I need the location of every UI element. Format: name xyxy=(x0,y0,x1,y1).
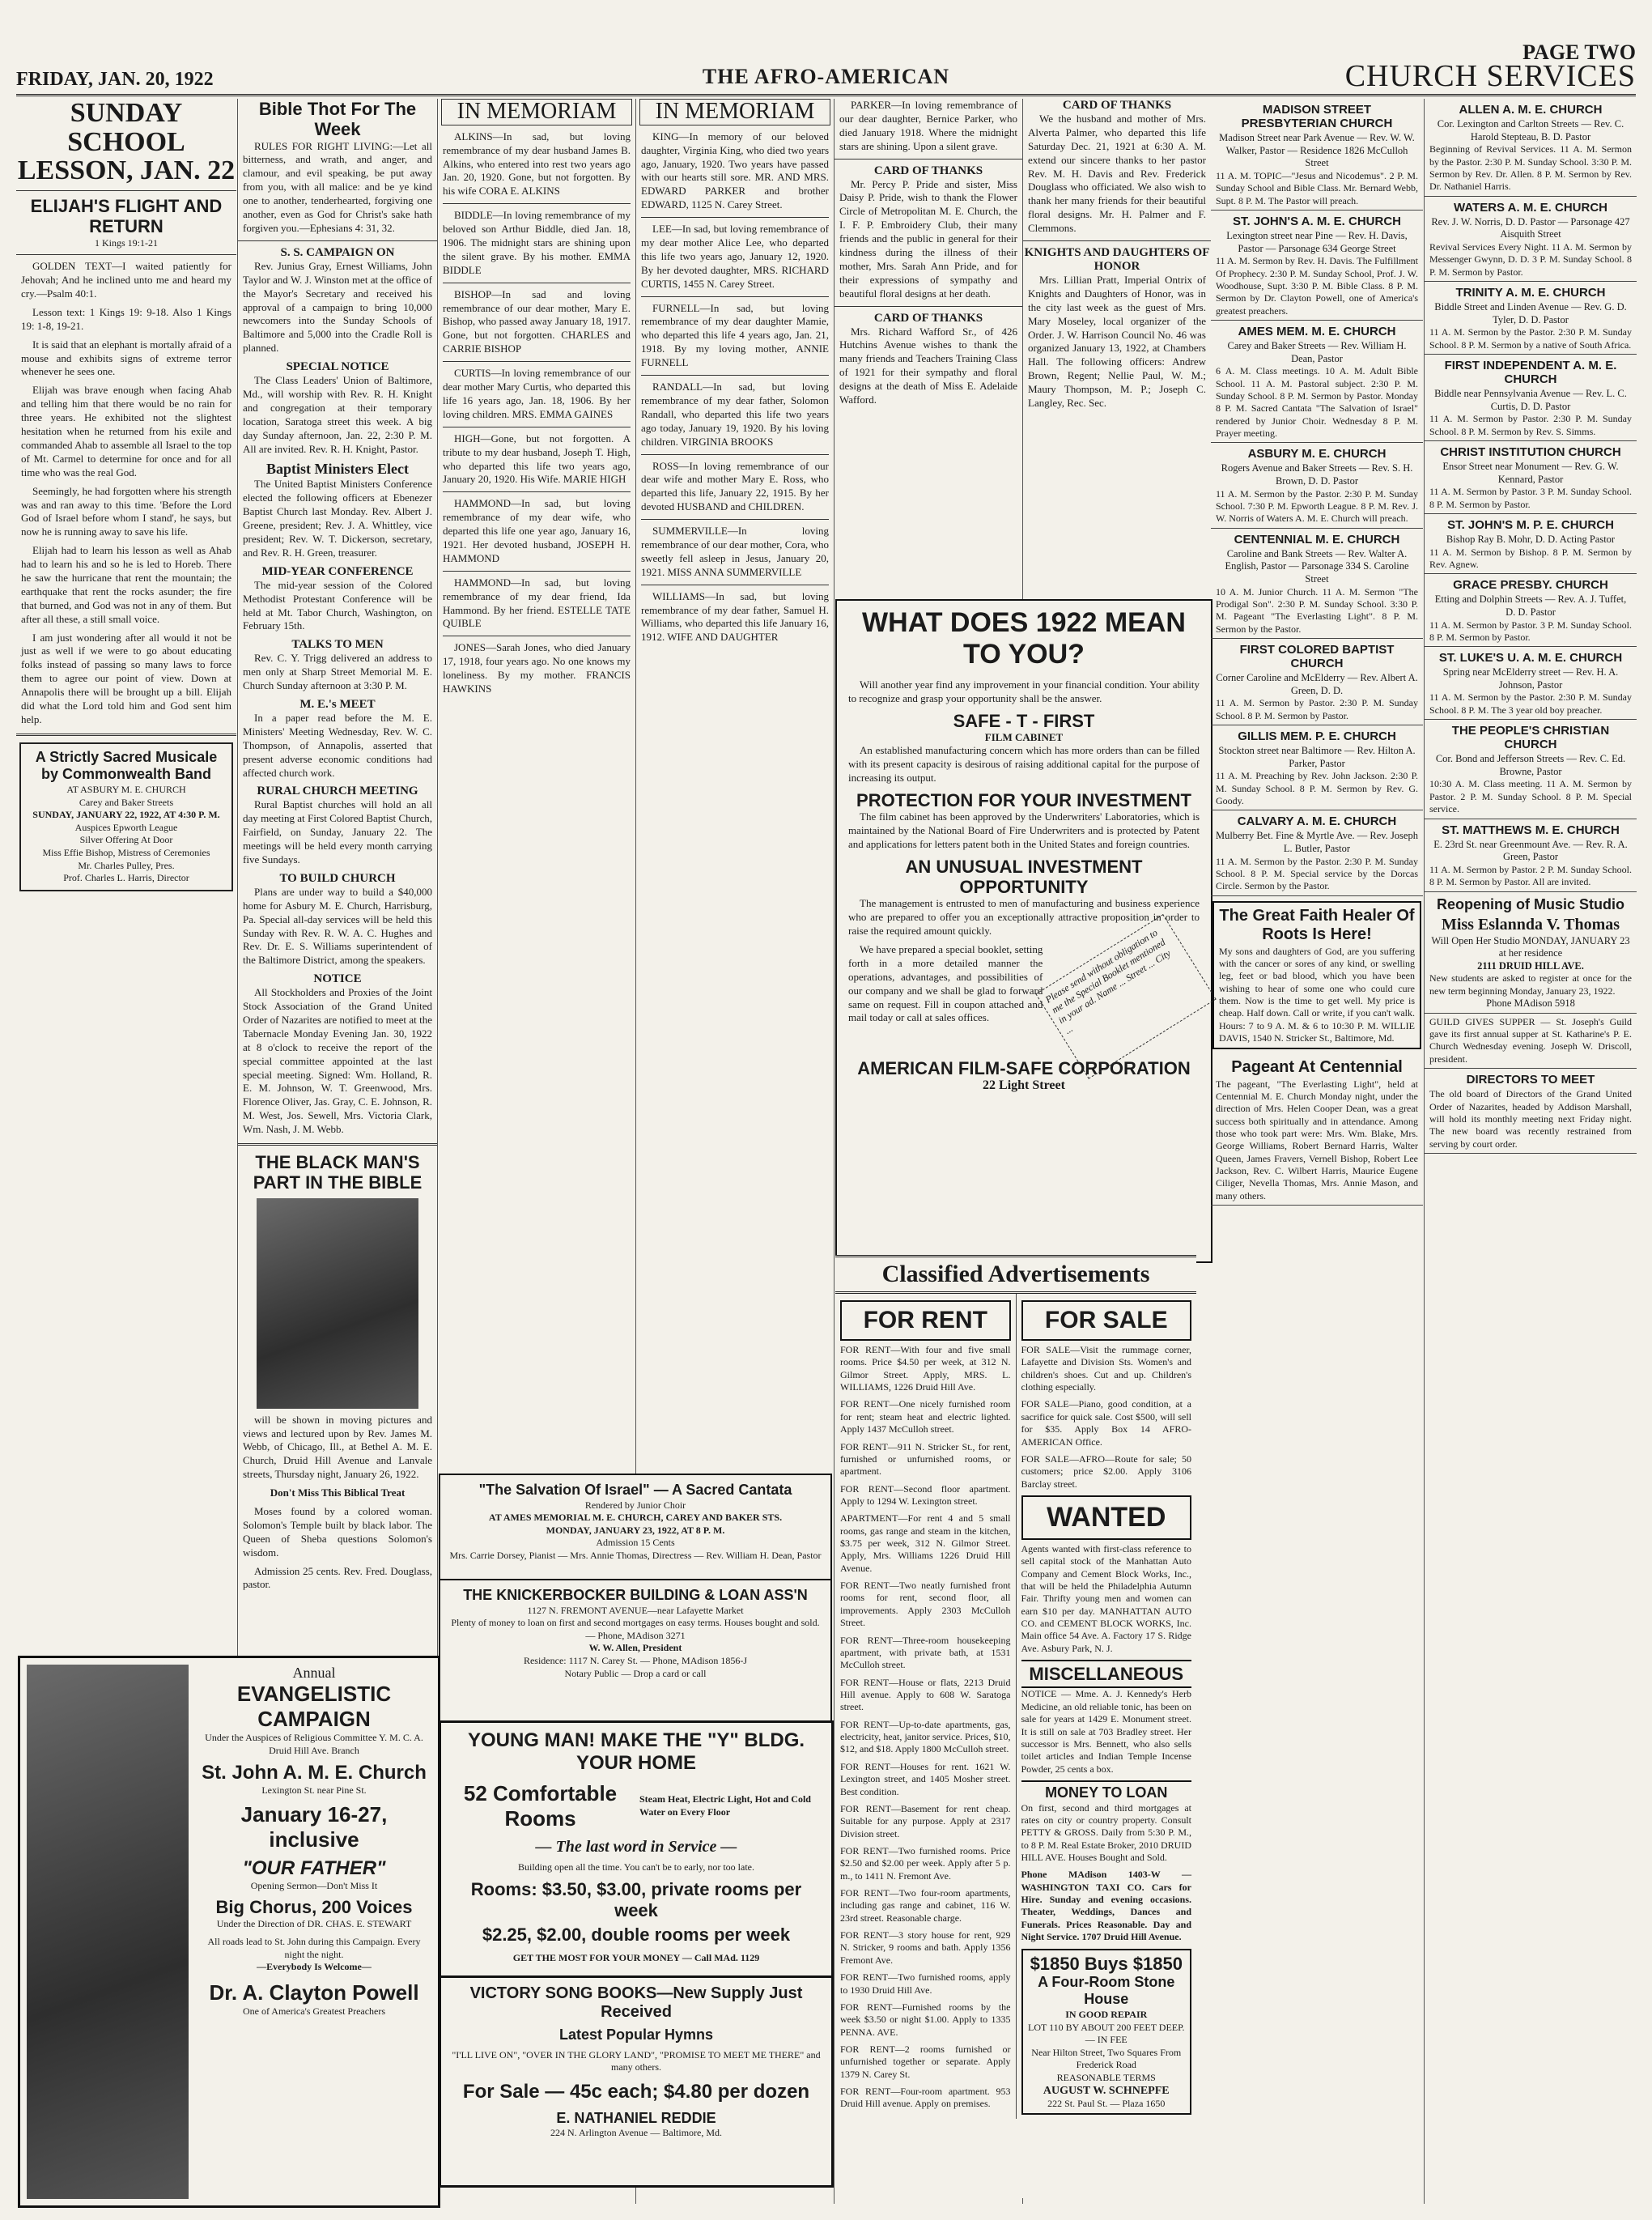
ad-subhead: PROTECTION FOR YOUR INVESTMENT xyxy=(856,789,1191,810)
church-services: 11 A. M. Sermon by the Pastor. 2:30 P. M. Sunday School. 7:30 P. M. Epworth League. 8 P. M. Rev. J. W. Norris of Waters A. M. E. Church will preach. xyxy=(1216,487,1418,525)
classified-ad: FOR RENT—Furnished rooms by the week $3.50 or night $1.00. Apply to 1335 PENNA. AVE. xyxy=(840,2001,1011,2038)
classified-ad: FOR RENT—With four and five small rooms. Price $4.50 per week, at 312 N. Gilmor Street. Apply, MRS. L. WILLIAMS, 1226 Druid Hill Ave. xyxy=(840,1344,1011,1393)
for-sale-heading: FOR SALE xyxy=(1021,1300,1192,1341)
ad-address: 22 Light Street xyxy=(983,1078,1065,1093)
knights-text: Mrs. Lillian Pratt, Imperial Ontrix of Knights and Daughters of Honor, was in the city last week as the guest of Mrs. Mary Moseley, local organizer of the Order. J. W. Harrison Council No. 46 was organized January 13, 1922, at Chambers Hall. The following officers: Andrew Brown, Regent; Nellie Paul, W. M.; Maury Thompson, M. P.; Joseph C. Langley, Rec. Sec. xyxy=(1028,274,1206,410)
church-meta: Carey and Baker Streets — Rev. William H. Dean, Pastor xyxy=(1227,340,1407,364)
memoriam-entry: WILLIAMS—In sad, but loving remembrance of my dear father, Samuel H. Williams, who departed this life January 16, 1912. WIFE AND DAUGHTER xyxy=(641,589,829,644)
house-title: A Four-Room Stone House xyxy=(1038,1973,1175,2008)
house-agent: AUGUST W. SCHNEPFE xyxy=(1043,2084,1170,2097)
news-text: Rev. Junius Gray, Ernest Williams, John Taylor and W. J. Winston met at the office of the Mayor's Secretary and received his approval of a campaign to bring 10,000 newcomers into the Sunday Schools of Baltimore and 5,000 into the Cradle Roll is planned. xyxy=(243,259,432,355)
lesson-paragraph: I am just wondering after all would it not be just as well if we were to go about educating folks instead of passing so many laws to force them to agree our point of view. Down at Annapolis there will be brought up a bill. Elijah did what the Lord told him and God sent him help. xyxy=(21,631,231,725)
campaign-welcome: —Everybody Is Welcome— xyxy=(257,1961,372,1973)
bible-thot-heading: Bible Thot For The Week xyxy=(258,99,417,140)
news-text: In a paper read before the M. E. Ministers' Meeting Wednesday, Rev. W. C. Thompson, of Annapolis, asserted that present adverse economic conditions had affected church work. xyxy=(243,711,432,779)
classified-ad: FOR RENT—Houses for rent. 1621 W. Lexington street, and 1405 Mosher street. Best condition. xyxy=(840,1760,1011,1797)
church-meta: Mulberry Bet. Fine & Myrtle Ave. — Rev. Joseph L. Butler, Pastor xyxy=(1216,830,1418,854)
bible-rules: RULES FOR RIGHT LIVING:—Let all bitterness, and wrath, and anger, and clamour, and evil speaking, be put away from you, with all malice: and be ye kind one to another, tenderhearted, forgiving one another, even as God for Christ's sake hath forgiven you.—Ephesians 4: 31, 32. xyxy=(243,139,432,234)
church-name: ALLEN A. M. E. CHURCH xyxy=(1459,103,1603,117)
faith-title: The Great Faith Healer Of Roots Is Here! xyxy=(1219,906,1415,943)
news-title: M. E.'s MEET xyxy=(299,697,376,711)
memoriam-entry: JONES—Sarah Jones, who died January 17, 1918, four years ago. No one knows my loneliness. By my mother. FRANCIS HAWKINS xyxy=(443,641,631,695)
church-listing xyxy=(1425,197,1637,282)
memoriam-entry: BIDDLE—In loving remembrance of my beloved son Arthur Biddle, died Jan. 18, 1906. The midnight stars are shining upon the silent grave. By his mother. EMMA BIDDLE xyxy=(443,209,631,276)
news-title: MID-YEAR CONFERENCE xyxy=(261,564,414,578)
news-title: TO BUILD CHURCH xyxy=(279,871,396,885)
studio-when: Will Open Her Studio MONDAY, JANUARY 23 at her residence xyxy=(1431,934,1630,959)
church-listing xyxy=(1425,819,1637,892)
musicale-director: Prof. Charles L. Harris, Director xyxy=(63,872,189,884)
classified-ad: FOR SALE—AFRO—Route for sale; 50 customers; price $2.00. Apply 3106 Barclay street. xyxy=(1021,1452,1191,1490)
loan-address: 1127 N. FREMONT AVENUE—near Lafayette Market xyxy=(527,1604,744,1616)
wanted-heading: WANTED xyxy=(1021,1495,1192,1540)
ad-intro: Will another year find any improvement in your financial condition. Your ability to recognize and grasp your opportunity shall be the answer. xyxy=(848,678,1200,704)
campaign-branch: Druid Hill Ave. Branch xyxy=(269,1744,359,1756)
church-listing xyxy=(1425,574,1637,647)
loan-heading: MONEY TO LOAN xyxy=(1021,1780,1192,1802)
church-name: ST. MATTHEWS M. E. CHURCH xyxy=(1442,823,1620,837)
church-services: Revival Services Every Night. 11 A. M. Sermon by Messenger Gwynn, D. D. 3 P. M. Sunday School. 8 P. M. Sermon by Pastor. xyxy=(1429,240,1632,278)
memoriam-entry: FURNELL—In sad, but loving remembrance of my dear daughter Mamie, who departed this life 4 years ago, Jan. 21, 1918. By my loving mother, ANNIE FURNELL xyxy=(641,301,829,369)
ad-company: AMERICAN FILM-SAFE CORPORATION xyxy=(857,1057,1191,1078)
church-services: 11 A. M. Preaching by Rev. John Jackson. 2:30 P. M. Sunday School. 8 P. M. Sermon by Rev. G. Goody. xyxy=(1216,770,1418,806)
thanks-title: CARD OF THANKS xyxy=(873,164,983,177)
house-ad xyxy=(1021,1949,1192,2116)
classified-ad: FOR RENT—911 N. Stricker St., for rent, furnished or unfurnished rooms, or apartment. xyxy=(840,1440,1011,1478)
photo-tail2: Moses found by a colored woman. Solomon's Temple built by black labor. The Queen of Sheba questions Solomon's wisdom. xyxy=(243,1504,432,1559)
classified-ad: FOR SALE—Piano, good condition, at a sacrifice for quick sale. Cost $500, will sell for $35. Apply Box 14 AFRO-AMERICAN Office. xyxy=(1021,1398,1191,1448)
church-name: MADISON STREET PRESBYTERIAN CHURCH xyxy=(1241,103,1393,130)
memoriam-entry: HIGH—Gone, but not forgotten. A tribute to my dear husband, Joseph T. High, who departed this life two years ago, January 20, 1920. His Wife. MARIE HIGH xyxy=(443,432,631,486)
classified-ad: APARTMENT—For rent 4 and 5 small rooms, gas range and steam in the kitchen, $3.75 per week, 312 N. Gilmor Street. Apply, Mrs. Williams 1226 Druid Hill Avenue. xyxy=(840,1512,1011,1574)
church-services: 10 A. M. Junior Church. 11 A. M. Sermon "The Prodigal Son". 2:30 P. M. Sunday School. 3:30 P. M. Pageant "The Everlasting Light". 8 P. M. Sermon by the Pastor. xyxy=(1216,585,1418,635)
ymca-price-2: $2.25, $2.00, double rooms per week xyxy=(482,1924,791,1945)
ymca-price-1: Rooms: $3.50, $3.00, private rooms per week xyxy=(470,1878,802,1920)
ad-title: WHAT DOES 1922 MEAN TO YOU? xyxy=(862,607,1186,670)
cantata-venue: AT AMES MEMORIAL M. E. CHURCH, CAREY AND BAKER STS. xyxy=(488,1512,783,1524)
musicale-address: Carey and Baker Streets xyxy=(79,796,174,808)
news-text: Rev. C. Y. Trigg delivered an address to men only at Sharp Street Memorial M. E. Church Sunday afternoon at 3:30 P. M. xyxy=(243,652,432,692)
memoriam-entry: CURTIS—In loving remembrance of our dear mother Mary Curtis, who departed this life 16 years ago, Jan. 18, 1906. By her loving children. MRS. EMMA GAINES xyxy=(443,367,631,420)
church-services: 6 A. M. Class meetings. 10 A. M. Adult Bible School. 11 A. M. Pastoral subject. 2:30 P. M. Sunday School. 8 P. M. Sermon by Pastor. Monday 8 P. M. Sacred Cantata "The Salvation of Israel" rendered by Junior Choir. Wednesday 8 P. M. Prayer meeting. xyxy=(1216,365,1418,440)
church-name: WATERS A. M. E. CHURCH xyxy=(1454,200,1607,215)
church-services: 11 A. M. Sermon by the Pastor. 2:30 P. M. Sunday School. 8 P. M. Sermon by a native of South Africa. xyxy=(1429,326,1632,351)
ymca-open: Building open all the time. You can't be to early, nor too late. xyxy=(518,1861,754,1873)
directors-article xyxy=(1425,1069,1637,1154)
church-meta: Spring near McElderry street — Rev. H. A. Johnson, Pastor xyxy=(1442,666,1619,691)
loan-title: THE KNICKERBOCKER BUILDING & LOAN ASS'N xyxy=(463,1587,808,1603)
church-meta: Ensor Street near Monument — Rev. G. W. Kennard, Pastor xyxy=(1442,460,1619,485)
church-services: 11 A. M. Sermon by Pastor. 2:30 P. M. Sunday School. 8 P. M. Sermon by Pastor. xyxy=(1216,697,1418,721)
church-services: 11 A. M. Sermon by Pastor. 3 P. M. Sunday School. 8 P. M. Sermon by Pastor. xyxy=(1429,486,1632,510)
church-meta: E. 23rd St. near Greenmount Ave. — Rev. R. A. Green, Pastor xyxy=(1433,838,1628,863)
thanks-title: CARD OF THANKS xyxy=(1062,99,1172,112)
memoriam-entry: LEE—In sad, but loving remembrance of my dear mother Alice Lee, who departed this life two years ago, January 12, 1920. By her devoted daughter, MRS. RICHARD CURTIS, 1455 N. Carey Street. xyxy=(641,223,829,290)
news-text: Rural Baptist churches will hold an all day meeting at First Colored Baptist Church, Fairfield, on Sunday, January 22. The meetings will be held every month carrying five Sundays. xyxy=(243,798,432,865)
ad-paragraph: We have prepared a special booklet, setting forth in a more detailed manner the operations, advantages, and possibilities of our company and we shall be glad to forward same on request. Fill in coupon attached and mail today or call at sales offices. xyxy=(848,942,1043,1024)
house-location: Near Hilton Street, Two Squares From Frederick Road xyxy=(1031,2046,1182,2071)
church-meta: Caroline and Bank Streets — Rev. Walter A. English, Pastor — Parsonage 334 S. Caroline Street xyxy=(1225,547,1409,585)
news-item xyxy=(238,461,437,559)
musicale-ad xyxy=(19,742,233,891)
musicale-president: Mr. Charles Pulley, Pres. xyxy=(78,859,175,871)
church-meta: Biddle Street and Linden Avenue — Rev. G. D. Tyler, D. D. Pastor xyxy=(1434,301,1627,325)
church-services: 11 A. M. Sermon by Bishop. 8 P. M. Sermon by Rev. Agnew. xyxy=(1429,546,1632,570)
church-listing xyxy=(1425,355,1637,441)
memoriam-entry: HAMMOND—In sad, but loving remembrance of my dear friend, Ida Hammond. By her friend. ESTELLE TATE QUIBLE xyxy=(443,576,631,630)
musicale-mistress: Miss Effie Bishop, Mistress of Ceremonies xyxy=(42,846,210,858)
songbook-address: 224 N. Arlington Avenue — Baltimore, Md. xyxy=(550,2127,723,2139)
lesson-paragraph: Elijah had to learn his lesson as well as Ahab had to learn his and so he is led to Horeb. There he saw the hurricane that rent the mountain; the earthquake that rent the rocks asunder; the fire that burned, and God was not in any of them. But after all these, a still small voice. xyxy=(21,544,231,625)
memoriam-entry: HAMMOND—In sad, but loving remembrance of my dear wife, who departed this life one year ago, January 16, 1921. Her devoted husband, JOSEPH H. HAMMOND xyxy=(443,497,631,564)
house-condition: IN GOOD REPAIR xyxy=(1065,2009,1148,2021)
faith-healer-ad xyxy=(1212,901,1421,1049)
photo-tail: Don't Miss This Biblical Treat xyxy=(270,1486,406,1499)
news-title: S. S. CAMPAIGN ON xyxy=(280,245,395,259)
songbook-title: VICTORY SONG BOOKS—New Supply Just Received xyxy=(469,1984,803,2021)
classified-ad: FOR RENT—Three-room housekeeping apartment, with private bath, at 1531 McCulloh street. xyxy=(840,1634,1011,1671)
church-services: 11 A. M. Sermon by the Pastor. 2:30 P. M. Sunday School. 8 P. M. Special service by the Dorcas Circle. Sermon by the Pastor. xyxy=(1216,855,1418,892)
section-title: CHURCH SERVICES xyxy=(1344,59,1636,93)
news-item xyxy=(238,972,437,1137)
campaign-direction: Under the Direction of DR. CHAS. E. STEWART xyxy=(216,1918,412,1930)
taxi-ad: Phone MAdison 1403-W — WASHINGTON TAXI CO. Cars for Hire. Sunday and evening occasions. Theater, Weddings, Dances and Funerals. Prices Reasonable. Day and Night Service. 1707 Druid Hill Avenue. xyxy=(1021,1869,1191,1943)
campaign-address: Lexington St. near Pine St. xyxy=(261,1784,367,1797)
studio-address: 2111 DRUID HILL AVE. xyxy=(1477,959,1584,972)
thanks-text: Mr. Percy P. Pride and sister, Miss Daisy P. Pride, wish to thank the Flower Circle of Metropolitan M. E. Church, the I. F. P. Embroidery Club, their many friends and the public in general for their kindness during the illness of their mother, Mrs. Sarah Ann Pride, and for their expressions of sympathy and beautiful floral designs at her death. xyxy=(839,177,1017,300)
misc-ad: NOTICE — Mme. A. J. Kennedy's Herb Medicine, an old reliable tonic, has been on sale for years at 1429 E. Monument street. It is still on sale at 703 Bradley street. Her successor is Mrs. Bennett, who also sells toilet articles and Indian Temple Incense Powder, 25 cents a box. xyxy=(1021,1688,1191,1775)
speaker-portrait xyxy=(27,1665,189,2199)
lesson-paragraph: Elijah was brave enough when facing Ahab and telling him that there would be no rain for three years. He exhibited not the slightest hesitation when he returned from his exile and commanded Ahab to assemble all Israel to the top of Mt. Carmel to determine for once and for all time who was the real God. xyxy=(21,384,231,478)
faith-text: My sons and daughters of God, are you suffering with the cancer or sores of any kind, or swelling leg, feet or bad blood, which you have been wishing to hear of some one who could cure them. Now is the time to get well. My price is cheap. Half down. Call or write, if you can't walk. Hours: 7 to 9 A. M. & 6 to 10:30 P. M. WILLIE DAVIS, 1540 N. Stricker St., Baltimore, Md. xyxy=(1219,945,1415,1044)
church-name: TRINITY A. M. E. CHURCH xyxy=(1455,286,1606,300)
church-name: FIRST COLORED BAPTIST CHURCH xyxy=(1239,643,1395,671)
ymca-slogan: — The last word in Service — xyxy=(535,1838,737,1856)
cantata-admission: Admission 15 Cents xyxy=(596,1537,675,1549)
church-name: CENTENNIAL M. E. CHURCH xyxy=(1234,532,1400,546)
ad-paragraph: An established manufacturing concern which has more orders than can be filled with its present capacity is desirous of raising additional capital for the purpose of increasing its output. xyxy=(848,744,1200,784)
studio-text: New students are asked to register at once for the new term beginning Monday, January 23, 1922. xyxy=(1429,972,1632,997)
church-services: 11 A. M. Sermon by Pastor. 2 P. M. Sunday School. 8 P. M. Sermon by Pastor. All are invited. xyxy=(1429,863,1632,888)
musicale-venue: AT ASBURY M. E. CHURCH xyxy=(66,783,186,795)
issue-date: FRIDAY, JAN. 20, 1922 xyxy=(16,69,214,90)
church-services: 11 A. M. Sermon by Pastor. 2:30 P. M. Sunday School. 8 P. M. Sermon by Rev. S. Simms. xyxy=(1429,413,1632,437)
investment-ad xyxy=(835,599,1212,1263)
loan-president: W. W. Allen, President xyxy=(588,1642,682,1654)
church-listing xyxy=(1211,99,1423,211)
news-title: NOTICE xyxy=(313,972,362,986)
church-listing xyxy=(1211,321,1423,443)
news-text: The Class Leaders' Union of Baltimore, Md., will worship with Rev. R. H. Knight and congregation at their temporary location, Saratoga street this week. A big day Sunday afternoon, Jan. 22, 2:30 P. M. All are invited. Rev. R. H. Knight, Pastor. xyxy=(243,374,432,455)
classified-ad: FOR RENT—One nicely furnished room for rent; steam heat and electric lighted. Apply 1437 McCulloh street. xyxy=(840,1398,1011,1435)
thanks-text: Mrs. Richard Wafford Sr., of 426 Hutchins Avenue wishes to thank the many friends and Teachers Training Class of 1921 for their sympathy and floral designs at the death of Miss E. Adelaide Wafford. xyxy=(839,325,1017,406)
knights-title: KNIGHTS AND DAUGHTERS OF HONOR xyxy=(1024,246,1210,274)
cantata-ad xyxy=(439,1474,832,1583)
classified-ad: FOR SALE—Visit the rummage corner, Lafayette and Division Sts. Women's and children's shoes. Cut and up. Children's clothing especially. xyxy=(1021,1344,1191,1393)
church-services: 11 A. M. Sermon by Pastor. 3 P. M. Sunday School. 8 P. M. Sermon by Pastor. xyxy=(1429,619,1632,643)
admission: Admission 25 cents. Rev. Fred. Douglass, pastor. xyxy=(243,1564,432,1591)
songbook-hymns: "I'LL LIVE ON", "OVER IN THE GLORY LAND", "PROMISE TO MEET ME THERE" and many others. xyxy=(452,2048,821,2073)
house-price: $1850 Buys $1850 xyxy=(1030,1953,1183,1974)
for-rent-heading: FOR RENT xyxy=(840,1300,1011,1341)
ymca-ad xyxy=(439,1720,834,1981)
studio-phone: Phone MAdison 5918 xyxy=(1486,997,1575,1010)
church-name: THE PEOPLE'S CHRISTIAN CHURCH xyxy=(1451,724,1610,752)
loan-association-ad xyxy=(439,1579,832,1725)
for-sale-column xyxy=(1016,1294,1197,2119)
news-title: Baptist Ministers Elect xyxy=(266,461,409,478)
memoriam-entry: RANDALL—In sad, but loving remembrance of my dear father, Solomon Randall, who departed this life two years ago today, January 19, 1920. By his loving children. VIRGINIA BROOKS xyxy=(641,381,829,448)
church-meta: Cor. Bond and Jefferson Streets — Rev. C. Ed. Browne, Pastor xyxy=(1435,753,1626,777)
guild-text: GUILD GIVES SUPPER — St. Joseph's Guild gave its first annual supper at St. Katharine's P. E. Church Wednesday evening. Joseph W. Driscoll, president. xyxy=(1429,1015,1632,1065)
church-meta: Rogers Avenue and Baker Streets — Rev. S. H. Brown, D. D. Pastor xyxy=(1221,462,1413,487)
campaign-speaker: Dr. A. Clayton Powell xyxy=(209,1980,419,2005)
church-name: ST. JOHN'S A. M. E. CHURCH xyxy=(1232,214,1402,228)
campaign-ad xyxy=(18,1656,440,2208)
ymca-rooms: 52 Comfortable Rooms xyxy=(463,1781,618,1831)
songbook-price: For Sale — 45c each; $4.80 per dozen xyxy=(462,2080,810,2103)
lesson-paragraph: It is said that an elephant is mortally afraid of a mouse and exhibits signs of extreme terror whenever he sees one. xyxy=(21,338,231,378)
church-listing xyxy=(1211,529,1423,639)
musicale-when: SUNDAY, JANUARY 22, 1922, AT 4:30 P. M. xyxy=(32,809,220,821)
cantata-by: Rendered by Junior Choir xyxy=(584,1499,686,1511)
loan-text: Plenty of money to loan on first and second mortgages on easy terms. Houses bought and sold. — Phone, MAdison 3271 xyxy=(451,1617,820,1641)
church-meta: Madison Street near Park Avenue — Rev. W. W. Walker, Pastor — Residence 1826 McCulloh Street xyxy=(1219,132,1415,169)
church-listing xyxy=(1211,443,1423,528)
house-address: 222 St. Paul St. — Plaza 1650 xyxy=(1047,2097,1166,2109)
church-services: 11 A. M. TOPIC—"Jesus and Nicodemus". 2 P. M. Sunday School and Bible Class. Mr. Bernard Webb, Supt. 8 P. M. The Pastor will preach. xyxy=(1216,169,1418,206)
classified-ad: FOR RENT—Two furnished rooms. Price $2.50 and $2.00 per week. Apply after 5 p. m., to 1411 N. Fremont Ave. xyxy=(840,1844,1011,1882)
guild-article xyxy=(1425,1014,1637,1069)
church-name: ASBURY M. E. CHURCH xyxy=(1247,447,1387,461)
ymca-features: Steam Heat, Electric Light, Hot and Cold Water on Every Floor xyxy=(639,1793,811,1818)
church-name: CALVARY A. M. E. CHURCH xyxy=(1237,814,1397,829)
photo-caption: THE BLACK MAN'S PART IN THE BIBLE xyxy=(253,1152,423,1193)
church-name: ST. JOHN'S M. P. E. CHURCH xyxy=(1447,517,1614,532)
loan-notary: Notary Public — Drop a card or call xyxy=(564,1667,707,1679)
directors-text: The old board of Directors of the Grand United Order of Nazarites, headed by Addison Marshall, will hold its monthly meeting next Friday night. The new board was recently restrained from serving by court order. xyxy=(1429,1088,1632,1150)
classified-title: Classified Advertisements xyxy=(835,1255,1196,1294)
memoriam-heading: IN MEMORIAM xyxy=(441,99,632,125)
directors-title: DIRECTORS TO MEET xyxy=(1466,1073,1595,1087)
for-rent-column xyxy=(835,1294,1016,2119)
musicale-auspices: Auspices Epworth League xyxy=(74,821,178,833)
campaign-roads: All roads lead to St. John during this Campaign. Every night the night. xyxy=(207,1935,421,1960)
studio-title: Reopening of Music Studio xyxy=(1437,895,1624,912)
campaign-under: Under the Auspices of Religious Committee Y. M. C. A. xyxy=(205,1732,423,1743)
house-lot: LOT 110 BY ABOUT 200 FEET DEEP. — IN FEE xyxy=(1028,2021,1185,2046)
memoriam-entry: BISHOP—In sad and loving remembrance of our dear mother, Mary E. Bishop, who passed away January 18, 1917. Gone, but not forgotten. CHARLES and CARRIE BISHOP xyxy=(443,287,631,355)
church-listing xyxy=(1425,720,1637,819)
thanks-title: CARD OF THANKS xyxy=(873,311,983,325)
news-item xyxy=(238,565,437,634)
campaign-church: St. John A. M. E. Church xyxy=(202,1762,427,1784)
campaign-opening: Opening Sermon—Don't Miss It xyxy=(250,1879,378,1891)
campaign-dates: January 16-27, inclusive xyxy=(240,1801,388,1852)
classified-ad: FOR RENT—Two four-room apartments, including gas range and cabinet, 116 W. 23rd street. Reasonable charge. xyxy=(840,1887,1011,1924)
church-meta: Rev. J. W. Norris, D. D. Pastor — Parsonage 427 Aisquith Street xyxy=(1431,215,1630,240)
songbook-seller: E. NATHANIEL REDDIE xyxy=(556,2109,716,2126)
news-text: All Stockholders and Proxies of the Joint Stock Association of the Grand United Order of Nazarites are notified to meet at the Tabernacle Monday Evening Jan. 30, 1922 at 8 o'clock to receive the report of the special committee appointed at the last special meeting. Signed: Wm. Holland, R. E. M. Johnson, W. T. Greenwood, Mrs. Florence Oliver, Jas. Gray, C. E. Johnson, R. M. West, Jos. Sewell, Mrs. Victoria Clark, Wm. Nash, J. M. Webb. xyxy=(243,986,432,1136)
church-listing xyxy=(1211,639,1423,725)
church-meta: Cor. Lexington and Carlton Streets — Rev. C. Harold Stepteau, B. D. Pastor xyxy=(1437,118,1624,142)
church-services: Beginning of Revival Services. 11 A. M. Sermon by the Pastor. 2:30 P. M. Sunday School. 3:30 P. M. Sermon by Rev. Dr. Allen. 8 P. M. Sermon by Rev. Dr. Nathaniel Harris. xyxy=(1429,143,1632,193)
classified-ad: FOR RENT—Basement for rent cheap. Suitable for any purpose. Apply at 2317 Division street. xyxy=(840,1802,1011,1839)
news-item xyxy=(238,360,437,456)
page-number: PAGE TWO xyxy=(1522,40,1636,64)
cantata-people: Mrs. Carrie Dorsey, Pianist — Mrs. Annie Thomas, Directress — Rev. William H. Dean, Pastor xyxy=(449,1549,822,1561)
news-title: TALKS TO MEN xyxy=(291,638,384,652)
classified-ad: FOR RENT—Two furnished rooms, apply to 1930 Druid Hill Ave. xyxy=(840,1971,1011,1996)
church-listing xyxy=(1425,647,1637,720)
memoriam-entry: SUMMERVILLE—In loving remembrance of our dear mother, Cora, who sweetly fell asleep in Jesus, January 20, 1921. MISS ANNA SUMMERVILLE xyxy=(641,525,829,578)
church-listing xyxy=(1211,725,1423,810)
church-listing xyxy=(1425,282,1637,355)
misc-heading: MISCELLANEOUS xyxy=(1021,1660,1192,1688)
wanted-ad: Agents wanted with first-class reference to sell capital stock of the Manhattan Auto Company and Cement Block Works, Inc., that will be held the Philadelphia Autumn Fair. Thrifty young men and women can earn $10 per day. MANHATTAN AUTO CO. and CEMENT BLOCK WORKS, Inc. Main office 54 Ave. A. Factory 17 S. Ridge Ave. Asbury Park, N. J. xyxy=(1021,1542,1191,1654)
classified-ad: FOR RENT—3 story house for rent, 929 N. Stricker, 9 rooms and bath. Apply 1356 Fremont Ave. xyxy=(840,1929,1011,1966)
classified-ad: FOR RENT—2 rooms furnished or unfurnished together or separate. Apply 1379 N. Carey St. xyxy=(840,2043,1011,2080)
masthead xyxy=(16,40,1636,96)
music-studio-ad xyxy=(1425,892,1637,1014)
coupon[interactable]: Please send without obligation to me the Special Booklet mentioned in your ad. Name ... Street ... City ... xyxy=(1036,914,1217,1079)
news-item xyxy=(238,872,437,968)
studio-name: Miss Eslannda V. Thomas xyxy=(1441,915,1620,934)
memoriam-entry: KING—In memory of our beloved daughter, Virginia King, who died two years ago, January, 1920. Two years have passed with our hearts still sore. MR. AND MRS. EDWARD PARKER and brother EDWARD, 1125 N. Carey Street. xyxy=(641,130,829,211)
classified-section xyxy=(835,1255,1196,2198)
pageant-title: Pageant At Centennial xyxy=(1231,1057,1403,1076)
campaign-choir: Big Chorus, 200 Voices xyxy=(215,1897,413,1918)
ad-subhead: AN UNUSUAL INVESTMENT OPPORTUNITY xyxy=(905,856,1143,898)
news-item xyxy=(238,698,437,780)
lesson-text: Lesson text: 1 Kings 19: 9-18. Also 1 Kings 19: 1-8, 19-21. xyxy=(21,305,231,332)
cantata-when: MONDAY, JANUARY 23, 1922, AT 8 P. M. xyxy=(546,1524,725,1536)
church-meta: Stockton street near Baltimore — Rev. Hilton A. Parker, Pastor xyxy=(1218,745,1416,769)
church-listing xyxy=(1211,810,1423,895)
church-meta: Etting and Dolphin Streets — Rev. A. J. Tuffet, D. D. Pastor xyxy=(1434,593,1627,618)
newspaper-title: THE AFRO-AMERICAN xyxy=(702,65,950,88)
photo-text: will be shown in moving pictures and views and lectured upon by Rev. James M. Webb, of Chicago, Ill., at Bethel A. M. E. Church, Druid Hill Avenue and Lanvale streets, Thursday night, January 26, 1922. xyxy=(243,1413,432,1481)
church-meta: Corner Caroline and McElderry — Rev. Albert A. Green, D. D. xyxy=(1216,672,1418,696)
classified-ad: FOR RENT—Second floor apartment. Apply to 1294 W. Lexington street. xyxy=(840,1482,1011,1507)
church-listing xyxy=(1425,99,1637,197)
ad-paragraph: The management is entrusted to men of manufacturing and business experience who are prepared to offer you an exceptionally attractive proposition in order to raise the required amount quickly. xyxy=(848,897,1200,938)
column-churches-2 xyxy=(1424,99,1637,2204)
classified-ad: FOR RENT—Up-to-date apartments, gas, electricity, heat, janitor service. Prices, $10, $12, and $18. Apply 1800 McCulloh street. xyxy=(840,1718,1011,1755)
golden-text: GOLDEN TEXT—I waited patiently for Jehovah; And he inclined unto me and heard my cry.—Psalm 40:1. xyxy=(21,260,231,300)
church-listing xyxy=(1425,441,1637,514)
church-services: 10:30 A. M. Class meeting. 11 A. M. Sermon by Pastor. 2 P. M. Sunday School. 8 P. M. Special service. xyxy=(1429,778,1632,815)
ymca-title: YOUNG MAN! MAKE THE "Y" BLDG. YOUR HOME xyxy=(467,1729,805,1774)
news-text: The mid-year session of the Colored Methodist Protestant Conference will be held at Mt. Tabor Church, Washington, on February 15th. xyxy=(243,578,432,632)
songbook-sub: Latest Popular Hymns xyxy=(558,2026,714,2043)
campaign-annual: Annual xyxy=(292,1665,336,1681)
church-services: 11 A. M. Sermon by the Pastor. 2:30 P. M. Sunday School. 8 P. M. The 3 year old boy preacher. xyxy=(1429,691,1632,716)
musicale-offering: Silver Offering At Door xyxy=(79,834,173,846)
news-item xyxy=(238,785,437,866)
memoriam-entry: ROSS—In loving remembrance of our dear wife and mother Mary E. Ross, who departed this life, January 22, 1915. By her devoted HUSBAND and CHILDREN. xyxy=(641,459,829,513)
news-item xyxy=(238,246,437,355)
church-name: GRACE PRESBY. CHURCH xyxy=(1453,578,1608,593)
musicale-title: A Strictly Sacred Musicale by Commonwealth Band xyxy=(35,748,218,783)
portrait-photo xyxy=(257,1198,418,1409)
ad-product-sub: FILM CABINET xyxy=(984,731,1064,744)
lesson-heading: SUNDAY SCHOOL LESSON, JAN. 22 xyxy=(17,99,236,186)
thanks-text: We the husband and mother of Mrs. Alverta Palmer, who departed this life Saturday Dec. 21, 1921 at 6:30 A. M. extend our sincere thanks to her pastor Rev. M. H. Davis and Rev. Frederick Douglass who officiated. We also wish to thank her many friends for their beautiful floral designs. Mr. H. Palmer and F. Clemmons. xyxy=(1028,113,1206,235)
news-title: RURAL CHURCH MEETING xyxy=(257,785,418,798)
news-text: Plans are under way to build a $40,000 home for Asbury M. E. Church, Harrisburg, Pa. Special all-day services will be held this Sunday with Rev. R. W. A. C. Hughes and Rev. Dr. E. S. Williams superintendent of the Baltimore District, among the speakers. xyxy=(243,885,432,967)
ad-paragraph: The film cabinet has been approved by the Underwriters' Laboratories, which is maintained by the National Board of Fire Underwriters and is protected by Patent and applications for letters patent both in the United States and foreign countries. xyxy=(848,810,1200,850)
column-churches-1 xyxy=(1211,99,1423,2204)
memoriam-entry: PARKER—In loving remembrance of our dear daughter, Bernice Parker, who died January 1918. Where the midnight stars are shining. Upon a silent grave. xyxy=(839,99,1017,152)
ad-product: SAFE - T - FIRST xyxy=(953,710,1095,731)
campaign-speaker-sub: One of America's Greatest Preachers xyxy=(242,2005,386,2017)
ymca-cta: GET THE MOST FOR YOUR MONEY — Call MAd. 1129 xyxy=(512,1951,760,1963)
church-listing xyxy=(1211,211,1423,321)
church-meta: Bishop Ray B. Mohr, D. D. Acting Pastor xyxy=(1446,533,1616,545)
memoriam-entry: ALKINS—In sad, but loving remembrance of my dear husband James B. Alkins, who entered into rest two years ago Jan. 20, 1920. Gone, but not forgotten. By his wife CORA E. ALKINS xyxy=(443,130,631,198)
lesson-reference: 1 Kings 19:1-21 xyxy=(95,236,158,249)
loan-residence: Residence: 1117 N. Carey St. — Phone, MAdison 1856-J xyxy=(523,1654,748,1666)
pageant-text: The pageant, "The Everlasting Light", held at Centennial M. E. Church Monday night, under the direction of Mrs. Helen Cooper Dean, was a great success both spiritually and in attendance. Among those who took part were: Mrs. Wm. Blake, Mrs. George Williams, Robert Bernard Harris, Walter Queen, James Fravers, Vernell Bishop, Robert Lee Jackson, Rev. C. Wilbert Harris, Maurice Eugene Ciliger, Nevella Thomas, Mrs. Annie Mason, and many others. xyxy=(1216,1078,1418,1201)
news-item xyxy=(238,638,437,693)
classified-ad: FOR RENT—Four-room apartment. 953 Druid Hill avenue. Apply on premises. xyxy=(840,2086,1011,2110)
campaign-theme: "OUR FATHER" xyxy=(242,1856,386,1879)
house-terms: REASONABLE TERMS xyxy=(1056,2072,1156,2083)
campaign-title: EVANGELISTIC CAMPAIGN xyxy=(236,1682,392,1731)
church-listing xyxy=(1425,514,1637,574)
lesson-subheading: ELIJAH'S FLIGHT AND RETURN xyxy=(30,196,223,237)
classified-ad: FOR RENT—Two neatly furnished front rooms for rent, second floor, all improvements. Apply 2303 McCulloh Street. xyxy=(840,1580,1011,1629)
news-text: The United Baptist Ministers Conference elected the following officers at Ebenezer Baptist Church last Monday. Rev. Albert J. Greene, president; Rev. J. A. Whittley, vice president; Rev. W. T. Dickerson, secretary, and Rev. R. H. Green, treasurer. xyxy=(243,478,432,559)
church-meta: Lexington street near Pine — Rev. H. Davis, Pastor — Parsonage 634 George Street xyxy=(1226,229,1408,254)
memoriam-heading: IN MEMORIAM xyxy=(639,99,830,125)
church-name: GILLIS MEM. P. E. CHURCH xyxy=(1238,729,1396,744)
church-name: CHRIST INSTITUTION CHURCH xyxy=(1440,444,1621,459)
classified-ad: FOR RENT—House or flats, 2213 Druid Hill avenue. Apply to 608 W. Saratoga street. xyxy=(840,1676,1011,1713)
pageant-article xyxy=(1211,1054,1423,1206)
cantata-title: "The Salvation Of Israel" — A Sacred Cantata xyxy=(478,1482,792,1498)
songbook-ad xyxy=(439,1975,834,2188)
news-title: SPECIAL NOTICE xyxy=(286,360,389,374)
lesson-paragraph: Seemingly, he had forgotten where his strength was and ran away to this time. 'Before the Lord God of Israel before whom I stand', he says, but now he is running away to save his life. xyxy=(21,484,231,538)
church-meta: Biddle near Pennsylvania Avenue — Rev. L. C. Curtis, D. D. Pastor xyxy=(1434,387,1627,412)
loan-ad: On first, second and third mortgages at rates on city or country property. Consult PETTY & GROSS. Daily from 5:30 P. M., to 8 P. M. Real Estate Broker, 2010 DRUID HILL AVE. Houses Bought and Sold. xyxy=(1021,1801,1191,1864)
church-name: ST. LUKE'S U. A. M. E. CHURCH xyxy=(1438,651,1623,666)
church-name: FIRST INDEPENDENT A. M. E. CHURCH xyxy=(1444,358,1617,386)
church-services: 11 A. M. Sermon by Rev. H. Davis. The Fulfillment Of Prophecy. 2:30 P. M. Sunday School, Prof. J. W. Woodhouse, Supt. 3:30 P. M. Bible Class. 8 P. M. Sermon by Dr. Clayton Powell, one of America's greatest preachers. xyxy=(1216,255,1418,317)
church-name: AMES MEM. M. E. CHURCH xyxy=(1238,325,1396,338)
